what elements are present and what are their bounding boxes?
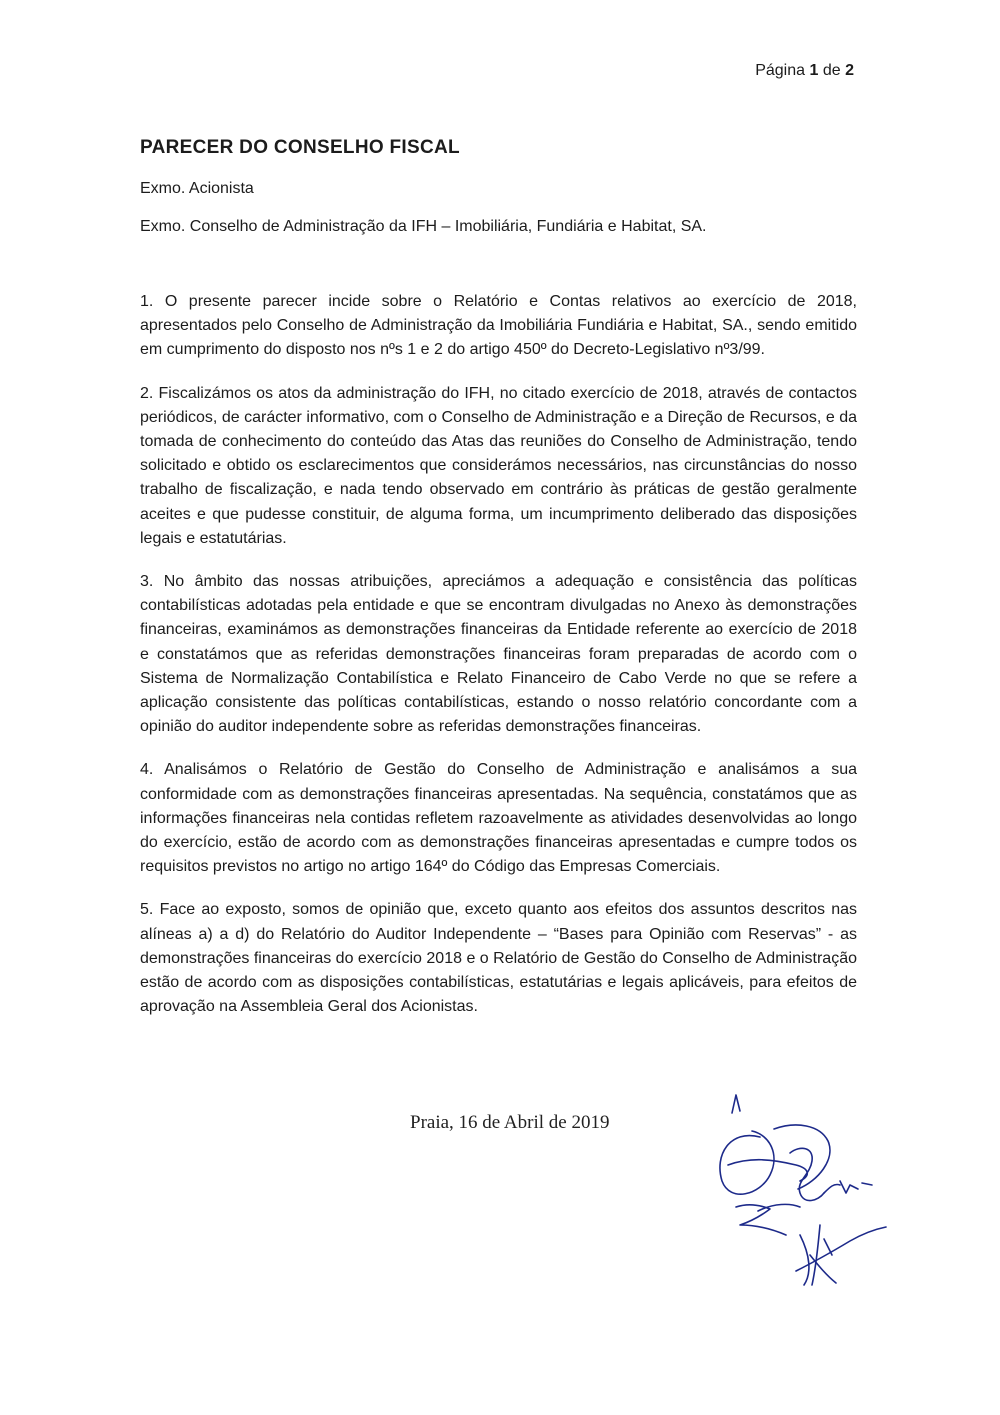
paragraph-4: 4. Analisámos o Relatório de Gestão do Conselho de Administração e analisámos a sua conformidade com as demonstrações financeiras apresentadas. Na sequência, constatámos que as informações financeiras nela contidas refletem razoavelmente as atividades desenvolvidas ao longo do exercício, estão de acordo com as demonstrações financeiras apresentadas e cumpre todos os requisitos previstos no artigo no artigo 164º do Código das Empresas Comerciais.	[140, 761, 857, 876]
page-sep: de	[822, 62, 841, 79]
salutation-board: Exmo. Conselho de Administração da IFH – Imobiliária, Fundiária e Habitat, SA.	[140, 218, 707, 235]
handwritten-signature	[700, 1085, 900, 1295]
paragraph-1: 1. O presente parecer incide sobre o Relatório e Contas relativos ao exercício de 2018, apresentados pelo Conselho de Administração da Imobiliária Fundiária e Habitat, SA., sendo emitido em cumprimento do disposto nos nºs 1 e 2 do artigo 450º do Decreto-Legislativo nº3/99.	[140, 293, 857, 359]
page-number	[755, 62, 854, 80]
body-text	[140, 290, 857, 1038]
page-label: Página	[755, 62, 806, 79]
paragraph-5: 5. Face ao exposto, somos de opinião que, exceto quanto aos efeitos dos assuntos descritos nas alíneas a) a d) do Relatório do Auditor Independente – “Bases para Opinião com Reservas” - as demonstrações financeiras do exercício 2018 e o Relatório de Gestão do Conselho de Administração estão de acordo com as disposições contabilísticas, estatutárias e legais aplicáveis, para efeitos de aprovação na Assembleia Geral dos Acionistas.	[140, 901, 857, 1016]
salutation-shareholder: Exmo. Acionista	[140, 180, 254, 197]
paragraph-3: 3. No âmbito das nossas atribuições, apreciámos a adequação e consistência das políticas contabilísticas adotadas pela entidade e que se encontram divulgadas no Anexo às demonstrações financeiras, examinámos as demonstrações financeiras da Entidade referente ao exercício de 2018 e constatámos que as referidas demonstrações financeiras foram preparadas de acordo com o Sistema de Normalização Contabilística e Relato Financeiro de Cabo Verde no que se refere a aplicação consistente das políticas contabilísticas, estando o nosso relatório concordante com a opinião do auditor independente sobre as referidas demonstrações financeiras.	[140, 573, 857, 736]
place-date: Praia, 16 de Abril de 2019	[410, 1112, 610, 1133]
document-title: PARECER DO CONSELHO FISCAL	[140, 137, 460, 158]
page-current: 1	[809, 62, 819, 79]
paragraph-2: 2. Fiscalizámos os atos da administração do IFH, no citado exercício de 2018, através de contactos periódicos, de carácter informativo, com o Conselho de Administração e a Direção de Recursos, e da tomada de conhecimento do conteúdo das Atas das reuniões do Conselho de Administração, tendo solicitado e obtido os esclarecimentos que considerámos necessários, nas circunstâncias do nosso trabalho de fiscalização, e nada tendo observado em contrário às práticas de gestão geralmente aceites e que pudesse constituir, de alguma forma, um incumprimento deliberado das disposições legais e estatutárias.	[140, 384, 857, 547]
page-total: 2	[845, 62, 854, 79]
